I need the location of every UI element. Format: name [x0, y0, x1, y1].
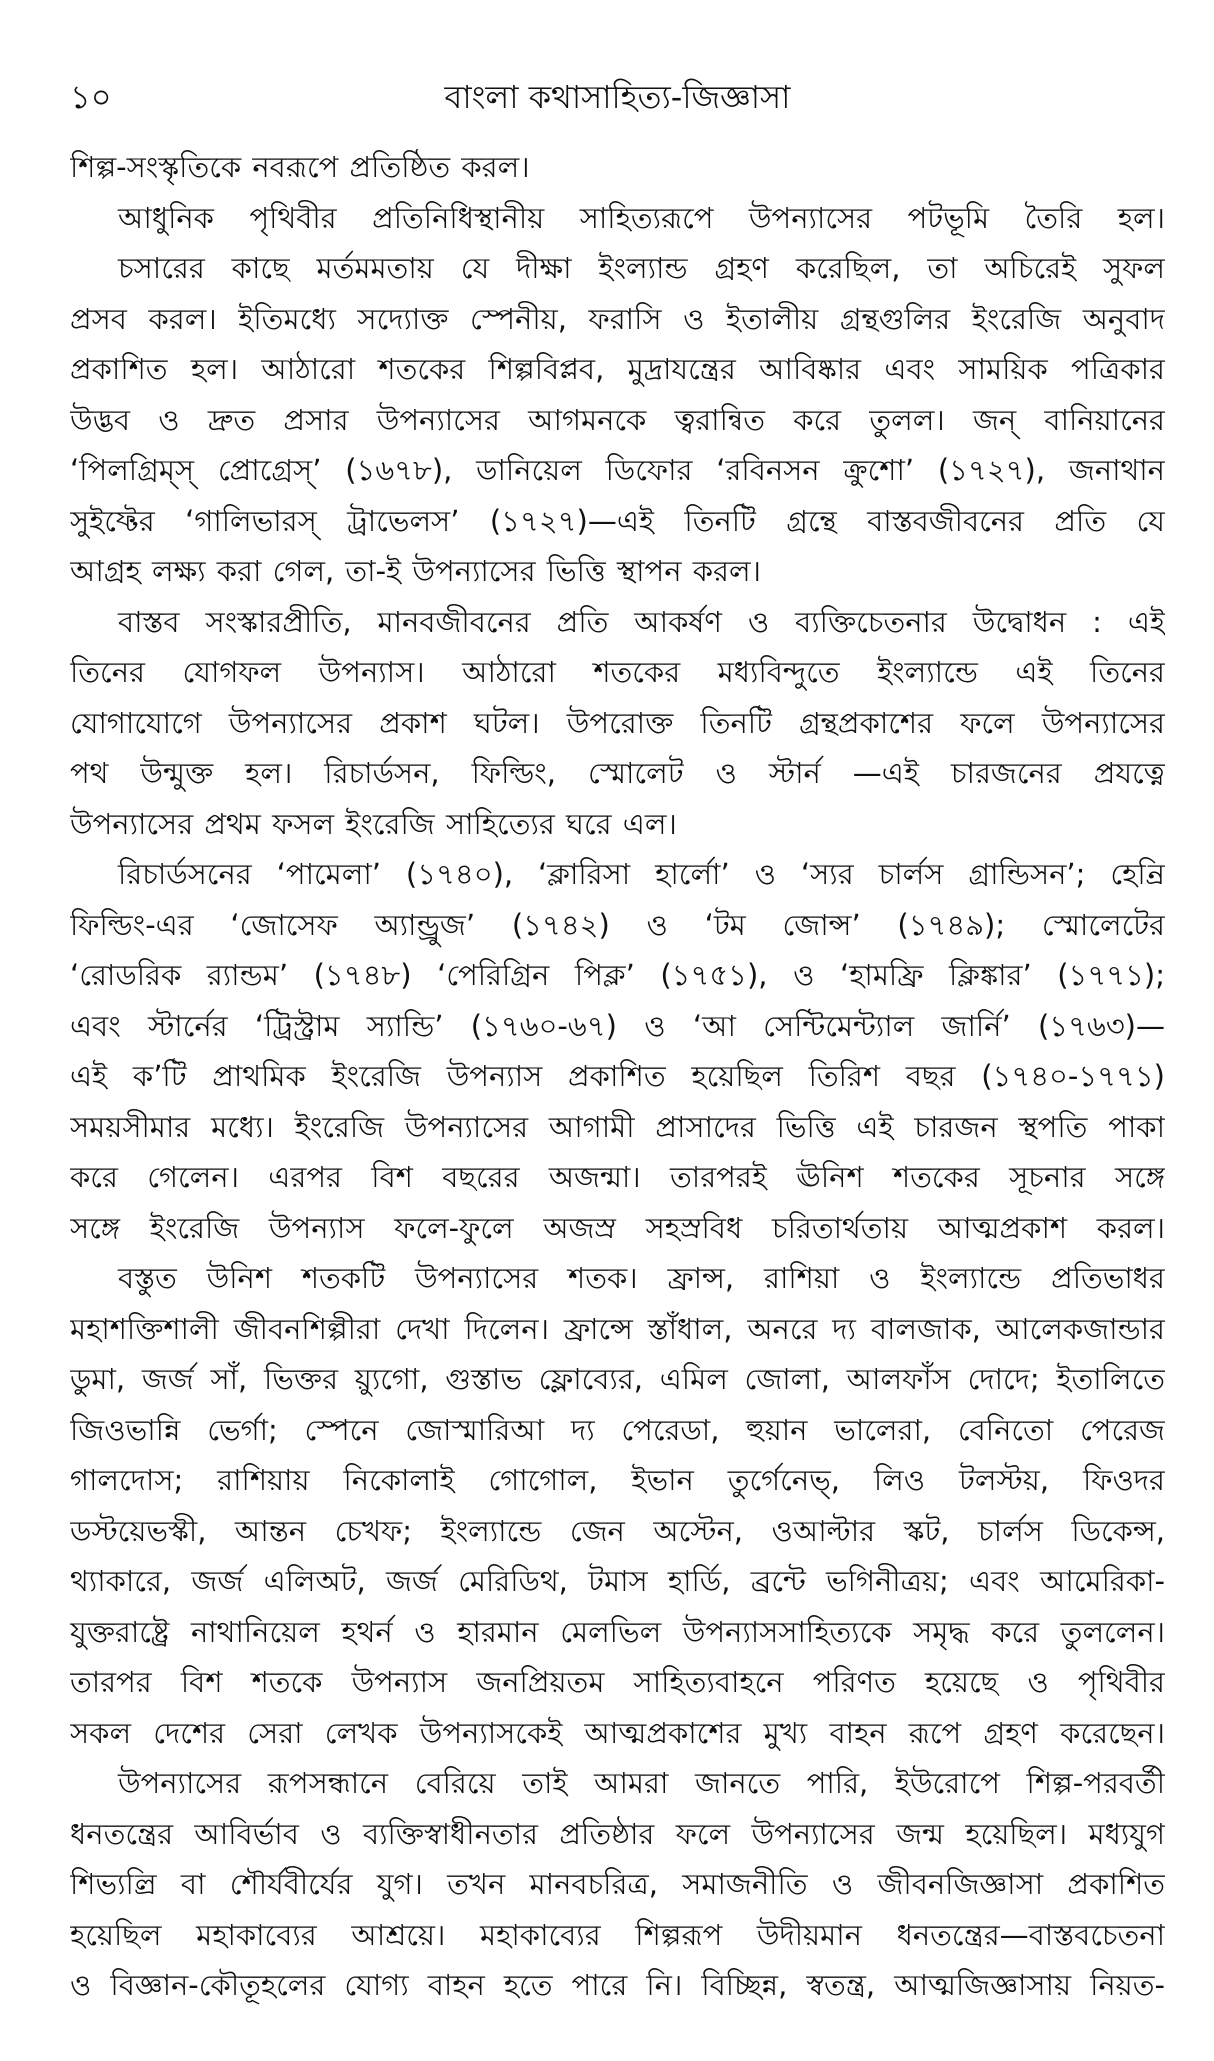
page-number: ১০ [70, 78, 112, 116]
text-line: সময়সীমার মধ্যে। ইংরেজি উপন্যাসের আগামী প্রাসাদের ভিত্তি এই চারজন স্থপতি পাকা [70, 1109, 1165, 1144]
text-line: তিনের যোগফল উপন্যাস। আঠারো শতকের মধ্যবিন্দুতে ইংল্যান্ডে এই তিনের [70, 655, 1165, 689]
text-line: যুক্তরাষ্ট্রে নাথানিয়েল হথর্ন ও হারমান মেলভিল উপন্যাসসাহিত্যকে সমৃদ্ধ করে তুললেন। [70, 1614, 1165, 1649]
text-line: ধনতন্ত্রের আবির্ভাব ও ব্যক্তিস্বাধীনতার প্রতিষ্ঠার ফলে উপন্যাসের জন্ম হয়েছিল। মধ্যযুগ [70, 1816, 1165, 1851]
text-line: সঙ্গে ইংরেজি উপন্যাস ফলে-ফুলে অজস্র সহস্রবিধ চরিতার্থতায় আত্মপ্রকাশ করল। [70, 1210, 1165, 1245]
text-line: ‘পিলগ্রিম্স্ প্রোগ্রেস্’ (১৬৭৮), ডানিয়েল ডিফোর ‘রবিনসন ক্রুশো’ (১৭২৭), জনাথান [70, 453, 1165, 487]
text-line: চসারের কাছে মর্তমমতায় যে দীক্ষা ইংল্যান্ড গ্রহণ করেছিল, তা অচিরেই সুফল [118, 251, 1165, 285]
text-line: আধুনিক পৃথিবীর প্রতিনিধিস্থানীয় সাহিত্যরূপে উপন্যাসের পটভূমি তৈরি হল। [118, 200, 1165, 235]
text-line: উপন্যাসের প্রথম ফসল ইংরেজি সাহিত্যের ঘরে এল। [70, 806, 677, 841]
paragraph [70, 142, 1165, 193]
text-line: প্রসব করল। ইতিমধ্যে সদ্যোক্ত স্পেনীয়, ফরাসি ও ইতালীয় গ্রন্থগুলির ইংরেজি অনুবাদ [70, 301, 1165, 336]
text-line: বাস্তব সংস্কারপ্রীতি, মানবজীবনের প্রতি আকর্ষণ ও ব্যক্তিচেতনার উদ্বোধন : এই [118, 604, 1165, 639]
text-line: সুইফ্টের ‘গালিভারস্ ট্রাভেলস’ (১৭২৭)—এই তিনটি গ্রন্থে বাস্তবজীবনের প্রতি যে [70, 503, 1165, 538]
text-line: উপন্যাসের রূপসন্ধানে বেরিয়ে তাই আমরা জানতে পারি, ইউরোপে শিল্প-পরবর্তী [118, 1766, 1165, 1800]
paragraph [70, 1253, 1165, 1758]
page-header [70, 72, 1165, 122]
text-line: আগ্রহ লক্ষ্য করা গেল, তা-ই উপন্যাসের ভিত্তি স্থাপন করল। [70, 554, 761, 588]
paragraph [70, 597, 1165, 850]
paragraph [70, 1758, 1165, 2011]
paragraph [70, 243, 1165, 597]
text-line: তারপর বিশ শতকে উপন্যাস জনপ্রিয়তম সাহিত্যবাহনে পরিণত হয়েছে ও পৃথিবীর [70, 1665, 1165, 1699]
text-line: শিল্প-সংস্কৃতিকে নবরূপে প্রতিষ্ঠিত করল। [70, 150, 530, 184]
text-line: করে গেলেন। এরপর বিশ বছরের অজন্মা। তারপরই ঊনিশ শতকের সূচনার সঙ্গে [70, 1160, 1165, 1194]
text-line: ফিল্ডিং-এর ‘জোসেফ অ্যান্ড্রুজ’ (১৭৪২) ও ‘টম জোন্স’ (১৭৪৯); স্মোলেটের [70, 907, 1165, 942]
text-line: এই ক’টি প্রাথমিক ইংরেজি উপন্যাস প্রকাশিত হয়েছিল তিরিশ বছর (১৭৪০-১৭৭১) [70, 1059, 1165, 1093]
text-line: এবং স্টার্নের ‘ট্রিস্ট্রাম স্যান্ডি’ (১৭৬০-৬৭) ও ‘আ সেন্টিমেন্ট্যাল জার্নি’ (১৭৬৩)— [70, 1008, 1165, 1043]
text-line: সকল দেশের সেরা লেখক উপন্যাসকেই আত্মপ্রকাশের মুখ্য বাহন রূপে গ্রহণ করেছেন। [70, 1715, 1165, 1750]
text-line: ও বিজ্ঞান-কৌতূহলের যোগ্য বাহন হতে পারে নি। বিচ্ছিন্ন, স্বতন্ত্র, আত্মজিজ্ঞাসায় নিয়ত- [70, 1968, 1165, 2002]
text-line: মহাশক্তিশালী জীবনশিল্পীরা দেখা দিলেন। ফ্রান্সে স্তাঁধাল, অনরে দ্য বালজাক, আলেকজান্ডার [70, 1311, 1165, 1346]
text-line: হয়েছিল মহাকাব্যের আশ্রয়ে। মহাকাব্যের শিল্পরূপ উদীয়মান ধনতন্ত্রের—বাস্তবচেতনা [70, 1917, 1165, 1952]
text-line: শিভ্যল্রি বা শৌর্যবীর্যের যুগ। তখন মানবচরিত্র, সমাজনীতি ও জীবনজিজ্ঞাসা প্রকাশিত [70, 1867, 1165, 1901]
paragraph [70, 193, 1165, 244]
text-line: যোগাযোগে উপন্যাসের প্রকাশ ঘটল। উপরোক্ত তিনটি গ্রন্থপ্রকাশের ফলে উপন্যাসের [70, 705, 1165, 740]
running-title: বাংলা কথাসাহিত্য-জিজ্ঞাসা [444, 78, 791, 116]
text-line: বস্তুত উনিশ শতকটি উপন্যাসের শতক। ফ্রান্স, রাশিয়া ও ইংল্যান্ডে প্রতিভাধর [118, 1261, 1165, 1295]
text-line: ডুমা, জর্জ সাঁ, ভিক্তর য়্যুগো, গুস্তাভ ফ্লোব্যের, এমিল জোলা, আলফাঁস দোদে; ইতালিতে [70, 1362, 1165, 1396]
text-line: রিচার্ডসনের ‘পামেলা’ (১৭৪০), ‘ক্লারিসা হার্লো’ ও ‘স্যর চার্লস গ্রান্ডিসন’; হেন্রি [118, 857, 1165, 891]
text-line: ‘রোডরিক র‍্যান্ডম’ (১৭৪৮) ‘পেরিগ্রিন পিক্ল’ (১৭৫১), ও ‘হামফ্রি ক্লিঙ্কার’ (১৭৭১); [70, 958, 1165, 992]
body-text [70, 142, 1165, 2011]
text-line: থ্যাকারে, জর্জ এলিঅট, জর্জ মেরিডিথ, টমাস হার্ডি, ব্রন্টে ভগিনীত্রয়; এবং আমেরিকা- [70, 1564, 1165, 1598]
text-line: ডস্টয়েভস্কী, আন্তন চেখফ; ইংল্যান্ডে জেন অস্টেন, ওআল্টার স্কট, চার্লস ডিকেন্স, [70, 1513, 1165, 1548]
paragraph [70, 849, 1165, 1253]
text-line: পথ উন্মুক্ত হল। রিচার্ডসন, ফিল্ডিং, স্মোলেট ও স্টার্ন —এই চারজনের প্রযত্নে [70, 756, 1165, 790]
text-line: প্রকাশিত হল। আঠারো শতকের শিল্পবিপ্লব, মুদ্রাযন্ত্রের আবিষ্কার এবং সাময়িক পত্রিকার [70, 352, 1165, 386]
text-line: উদ্ভব ও দ্রুত প্রসার উপন্যাসের আগমনকে ত্বরান্বিত করে তুলল। জন্ বানিয়ানের [70, 402, 1165, 437]
text-line: গালদোস; রাশিয়ায় নিকোলাই গোগোল, ইভান তুর্গেনেভ্, লিও টলস্টয়, ফিওদর [70, 1463, 1165, 1497]
text-line: জিওভান্নি ভের্গা; স্পেনে জোস্মারিআ দ্য পেরেডা, হুয়ান ভালেরা, বেনিতো পেরেজ [70, 1412, 1165, 1447]
